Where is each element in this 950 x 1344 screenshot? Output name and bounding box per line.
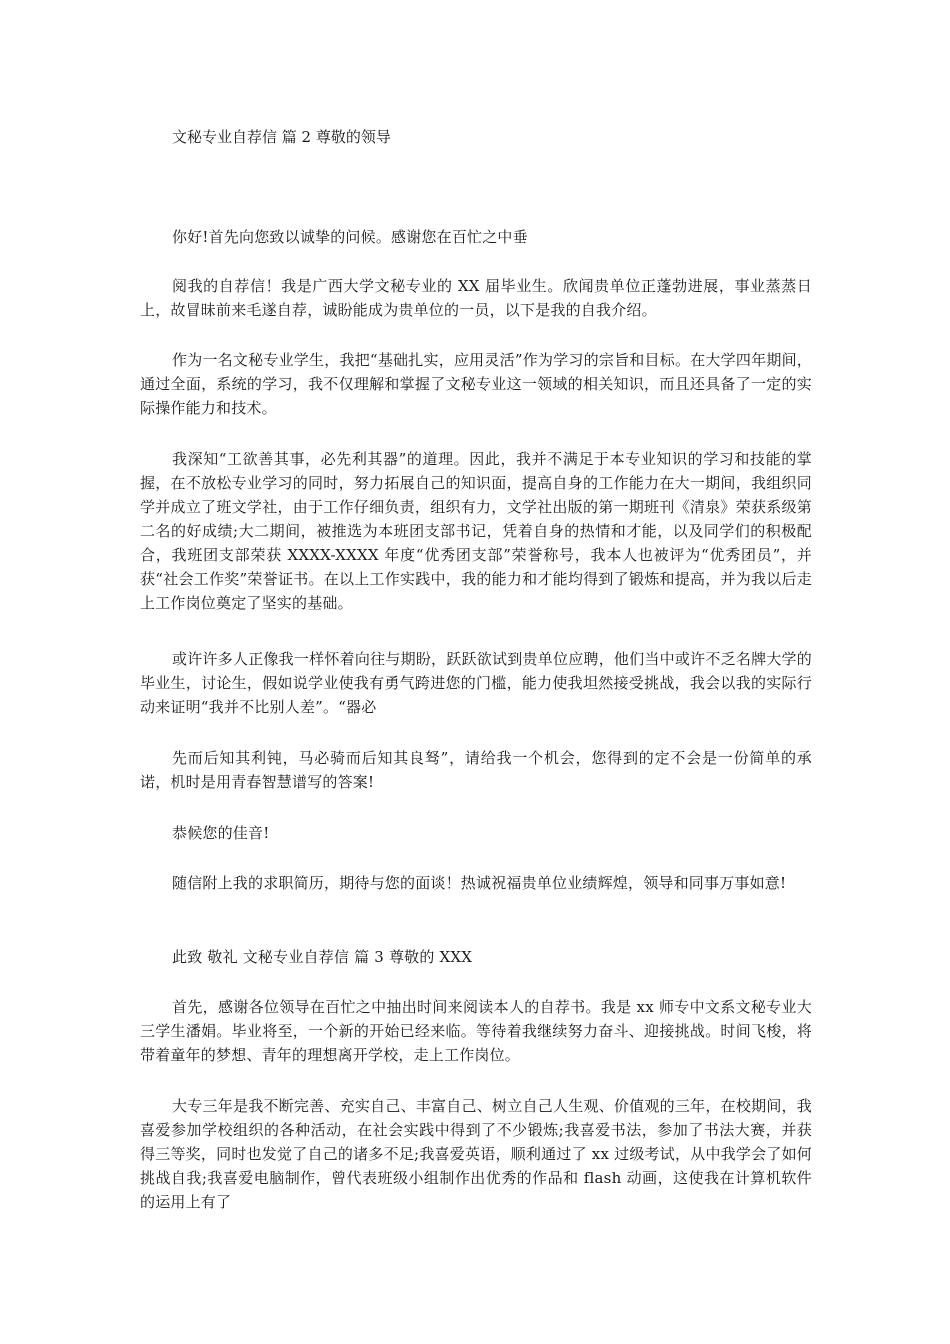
paragraph-attachment: 随信附上我的求职简历，期待与您的面谈！热诚祝福贵单位业绩辉煌，领导和同事万事如意! xyxy=(172,874,787,892)
paragraph-greeting: 你好!首先向您致以诚挚的问候。感谢您在百忙之中垂 xyxy=(172,228,528,246)
paragraph-request: 先而后知其利钝，马必骑而后知其良驽”，请给我一个机会，您得到的定不会是一份简单的承诺，机时是用青春智慧谱写的答案! xyxy=(140,749,812,791)
paragraph-intro: 阅我的自荐信！我是广西大学文秘专业的 XX 届毕业生。欣闻贵单位正蓬勃进展，事业蒸蒸日上，故冒昧前来毛遂自荐，诚盼能成为贵单位的一员，以下是我的自我介绍。 xyxy=(140,277,812,319)
paragraph-letter3-intro: 首先，感谢各位领导在百忙之中抽出时间来阅读本人的自荐书。我是 xx 师专中文系文秘专业大三学生潘娟。毕业将至，一个新的开始已经来临。等待着我继续努力奋斗、迎接挑战。时间飞梭，将带着童年的梦想、青年的理想离开学校，走上工作岗位。 xyxy=(140,998,812,1064)
paragraph-experience: 我深知“工欲善其事，必先利其器”的道理。因此，我并不满足于本专业知识的学习和技能的掌握，在不放松专业学习的同时，努力拓展自己的知识面，提高自身的工作能力在大一期间，我组织同学并成立了班文学社，由于工作仔细负责，组织有力，文学社出版的第一期班刊《清泉》荣获系级第二名的好成绩;大二期间，被推选为本班团支部书记，凭着自身的热情和才能，以及同学们的积极配合，我班团支部荣获 XXXX-XXXX 年度“优秀团支部”荣誉称号，我本人也被评为“优秀团员”，并获“社会工作奖”荣誉证书。在以上工作实践中，我的能力和才能均得到了锻炼和提高，并为我以后走上工作岗位奠定了坚实的基础。 xyxy=(140,450,812,612)
paragraph-letter3-college: 大专三年是我不断完善、充实自己、丰富自己、树立自己人生观、价值观的三年，在校期间，我喜爱参加学校组织的各种活动，在社会实践中得到了不少锻炼;我喜爱书法，参加了书法大赛，并获得三等奖，同时也发觉了自己的诸多不足;我喜爱英语，顺利通过了 xx 过级考试，从中我学会了如何挑战自我;我喜爱电脑制作，曾代表班级小组制作出优秀的作品和 flash 动画，这使我在计算机软件的运用上有了 xyxy=(140,1097,812,1211)
section-heading: 文秘专业自荐信 篇 2 尊敬的领导 xyxy=(172,128,391,146)
paragraph-await-reply: 恭候您的佳音! xyxy=(172,824,270,842)
paragraph-study-goal: 作为一名文秘专业学生，我把“基础扎实，应用灵活”作为学习的宗旨和目标。在大学四年期间，通过全面，系统的学习，我不仅理解和掌握了文秘专业这一领域的相关知识，而且还具备了一定的实际操作能力和技术。 xyxy=(140,351,812,417)
paragraph-aspiration: 或许许多人正像我一样怀着向往与期盼，跃跃欲试到贵单位应聘，他们当中或许不乏名牌大学的毕业生，讨论生，假如说学业使我有勇气跨进您的门槛，能力使我坦然接受挑战，我会以我的实际行动来证明“我并不比别人差”。“器必 xyxy=(140,650,812,716)
paragraph-closing-heading: 此致 敬礼 文秘专业自荐信 篇 3 尊敬的 XXX xyxy=(172,948,473,966)
